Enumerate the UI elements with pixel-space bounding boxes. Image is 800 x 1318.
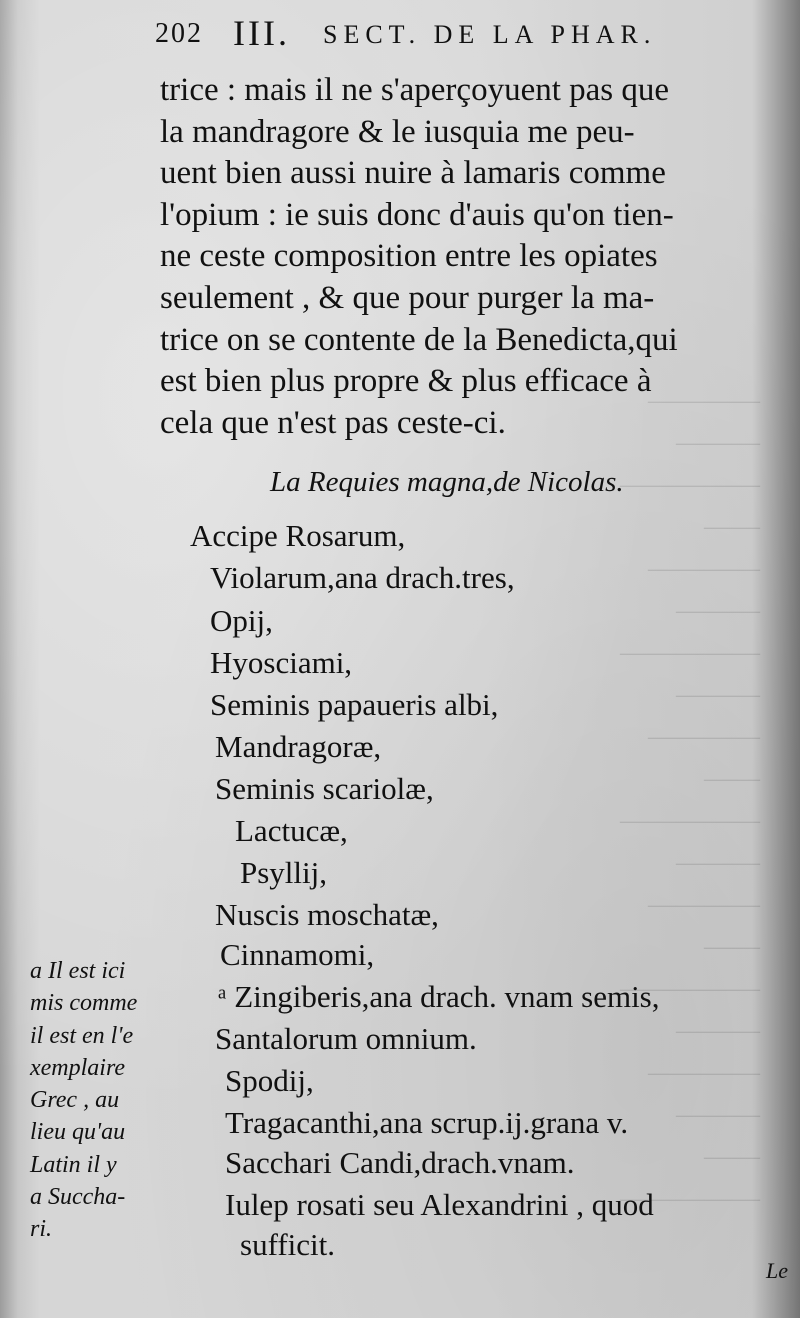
recipe-line: Cinnamomi, — [220, 937, 375, 972]
paragraph-line: seulement , & que pour purger la ma- — [160, 279, 655, 316]
margin-note-line: a Succha- — [30, 1184, 126, 1211]
paragraph-line: l'opium : ie suis donc d'auis qu'on tien- — [160, 196, 674, 233]
page-number: 202 — [155, 18, 203, 49]
margin-note-line: Latin il y — [30, 1151, 117, 1178]
section-title: SECT. DE LA PHAR. — [323, 20, 657, 49]
margin-note-line: a Il est ici — [30, 958, 126, 984]
running-header — [155, 12, 775, 52]
recipe-line: Santalorum omnium. — [215, 1021, 477, 1056]
paragraph-line: trice : mais il ne s'aperçoyuent pas que — [160, 72, 670, 108]
margin-note-line: lieu qu'au — [30, 1119, 126, 1146]
body-paragraph — [160, 70, 770, 444]
recipe-line: ᵃ Zingiberis,ana drach. vnam semis, — [218, 979, 660, 1014]
recipe-line: sufficit. — [240, 1227, 335, 1262]
part-number: III. — [233, 13, 290, 53]
margin-note-line: Grec , au — [30, 1087, 120, 1114]
recipe-line: Tragacanthi,ana scrup.ij.grana v. — [225, 1105, 629, 1140]
margin-note — [30, 955, 180, 1246]
paragraph-line: ne ceste composition entre les opiates — [160, 238, 658, 275]
margin-note-line: xemplaire — [30, 1054, 126, 1081]
recipe-line: Mandragoræ, — [215, 729, 382, 764]
paragraph-line: trice on se contente de la Benedicta,qui — [160, 321, 678, 358]
recipe-line: Spodij, — [225, 1063, 314, 1098]
recipe-line: Seminis papaueris albi, — [210, 687, 499, 722]
recipe-line: Lactucæ, — [235, 813, 348, 848]
recipe-line: Psyllij, — [240, 855, 328, 890]
paragraph-line: uent bien aussi nuire à lamaris comme — [160, 155, 666, 192]
margin-note-line: ri. — [30, 1216, 53, 1243]
recipe-line: Accipe Rosarum, — [190, 518, 406, 553]
recipe-line: Sacchari Candi,drach.vnam. — [225, 1145, 575, 1180]
paragraph-line: cela que n'est pas ceste-ci. — [160, 404, 506, 441]
margin-note-line: il est en l'e — [30, 1022, 134, 1049]
recipe-line: Opij, — [210, 603, 273, 638]
recipe-title: La Requies magna,de Nicolas. — [270, 466, 624, 498]
recipe-line: Nuscis moschatæ, — [215, 897, 439, 932]
recipe-line: Violarum,ana drach.tres, — [210, 560, 515, 595]
recipe-line: Hyosciami, — [210, 645, 353, 680]
recipe-line: Seminis scariolæ, — [215, 771, 434, 806]
recipe-line: Iulep rosati seu Alexandrini , quod — [225, 1187, 654, 1222]
paragraph-line: la mandragore & le iusquia me peu- — [160, 113, 635, 150]
catchword: Le — [766, 1258, 788, 1283]
margin-note-line: mis comme — [30, 990, 138, 1017]
paragraph-line: est bien plus propre & plus efficace à — [160, 363, 652, 400]
show-through-texture: ———— ——— ————— —— ———— ——— ————— ——— ———— —— ————— ——— ———— —— ————— ——— ———— ——— —— ————— — [620, 385, 760, 1214]
